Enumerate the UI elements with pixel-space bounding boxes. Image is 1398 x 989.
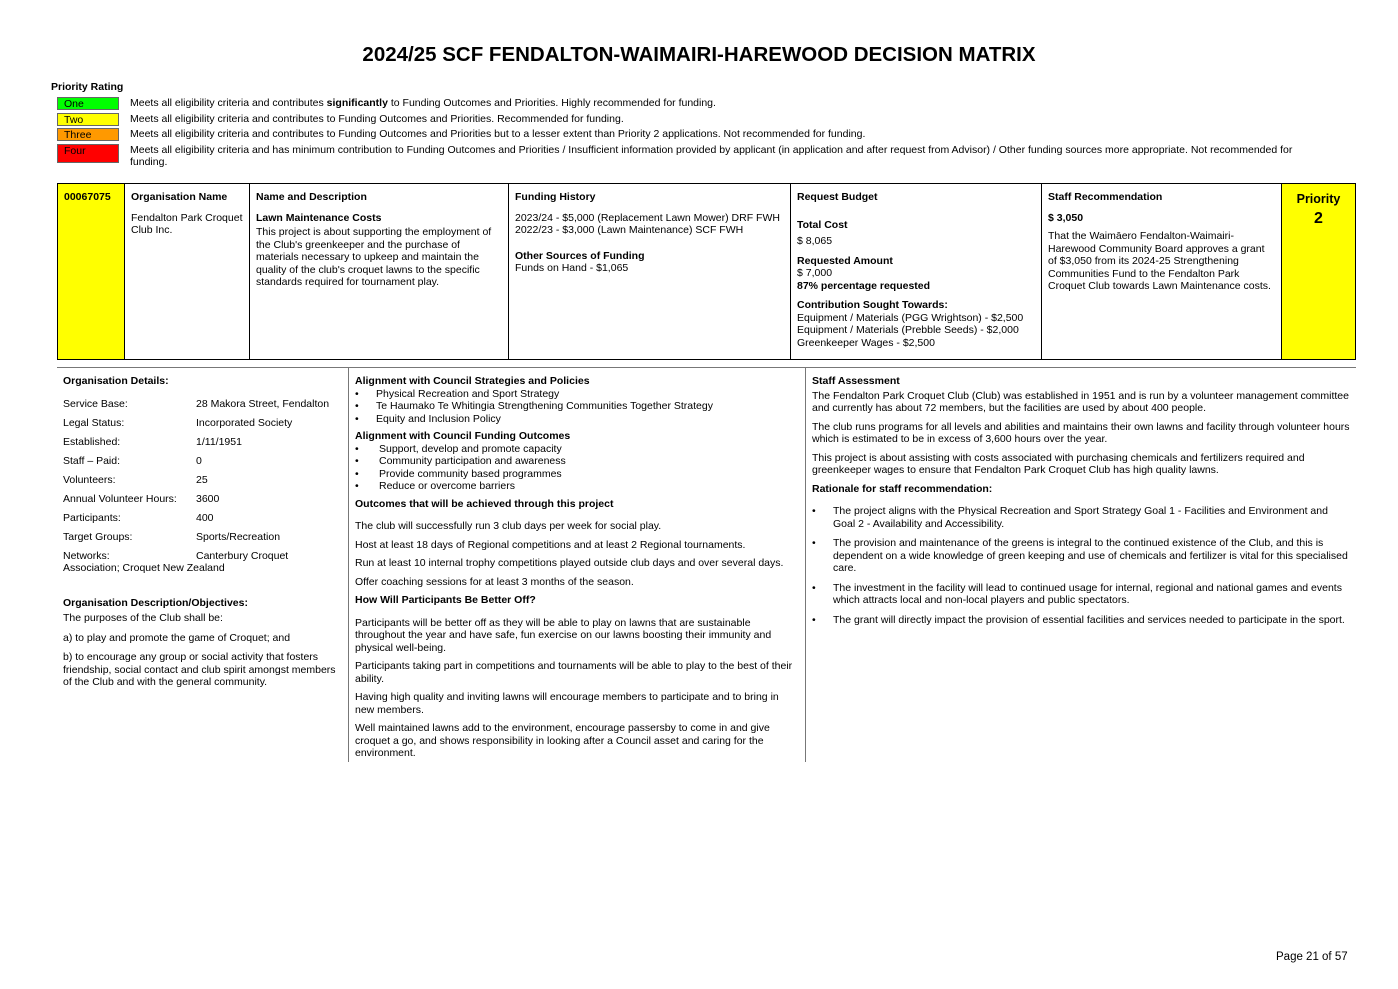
requested-amount-label: Requested Amount — [797, 254, 893, 267]
priority-value: 2 — [1314, 209, 1323, 227]
priority-rating-label: Priority Rating — [51, 81, 124, 93]
contribution-item: Equipment / Materials (Prebble Seeds) - $2,000 — [797, 324, 1019, 336]
organisation-details-column — [63, 375, 343, 695]
staff-recommendation-amount: $ 3,050 — [1048, 211, 1084, 224]
org-detail-row: Staff – Paid: 0 — [63, 454, 202, 467]
funding-history-item: 2023/24 - $5,000 (Replacement Lawn Mower) DRF FWH — [515, 211, 780, 224]
request-budget-header: Request Budget — [797, 191, 878, 203]
list-item: • The provision and maintenance of the greens is integral to the continued existence of the Club, and this is dependent on a wide knowledge of green keeping and use of chemicals and fertilizer is vital for this specialised care. — [812, 537, 1352, 575]
org-name-cell — [125, 184, 250, 359]
section-divider — [57, 367, 1356, 368]
column-divider — [348, 368, 349, 762]
application-id: 00067075 — [64, 191, 111, 203]
staff-recommendation-cell — [1042, 184, 1282, 359]
list-item: • Community participation and awareness — [355, 455, 800, 468]
priority-swatch-three: Three — [57, 128, 119, 141]
priority-desc-three: Meets all eligibility criteria and contributes to Funding Outcomes and Priorities but to a lesser extent than Priority 2 applications. Not recommended for funding. — [130, 128, 866, 140]
org-description-para: a) to play and promote the game of Croquet; and — [63, 631, 291, 644]
total-cost-label: Total Cost — [797, 218, 848, 231]
list-item: • The project aligns with the Physical Recreation and Sport Strategy Goal 1 - Facilities and Environment and Goal 2 - Availability and Accessibility. — [812, 505, 1352, 530]
funding-outcomes-list — [355, 443, 800, 493]
org-detail-row: Participants: 400 — [63, 511, 214, 524]
page-number: Page 21 of 57 — [1276, 951, 1348, 963]
outcome-para: Run at least 10 internal trophy competitions played outside club days and over several days. — [355, 557, 784, 569]
org-description-para: b) to encourage any group or social activity that fosters friendship, social contact and club spirit amongst members of the Club and with the general community. — [63, 651, 336, 688]
list-item: • Reduce or overcome barriers — [355, 480, 800, 493]
priority-swatch-one: One — [57, 97, 119, 110]
priority-swatch-four: Four — [57, 144, 119, 163]
staff-assessment-column — [812, 375, 1352, 633]
total-cost: $ 8,065 — [797, 235, 833, 247]
assessment-para: The Fendalton Park Croquet Club (Club) was established in 1951 and is run by a volunteer management committee and currently has about 72 members, but the facilities are used by about 400 people. — [812, 389, 1349, 414]
project-name: Lawn Maintenance Costs — [256, 211, 382, 224]
contribution-header: Contribution Sought Towards: — [797, 299, 948, 311]
list-item: • The investment in the facility will lead to continued usage for internal, regional and national games and events which attracts local and non-local players and public spectators. — [812, 582, 1352, 607]
funding-history-header: Funding History — [515, 191, 596, 203]
assessment-para: This project is about assisting with costs associated with purchasing chemicals and fertilizers required and greenkeeper wages to ensure that Fendalton Park Croquet Club has high quality lawns. — [812, 451, 1305, 476]
alignment-column — [355, 375, 800, 766]
outcome-para: Host at least 18 days of Regional competitions and at least 2 Regional tournaments. — [355, 538, 746, 551]
page-title: 2024/25 SCF FENDALTON-WAIMAIRI-HAREWOOD DECISION MATRIX — [362, 43, 1036, 66]
other-sources: Funds on Hand - $1,065 — [515, 262, 629, 274]
strategies-list — [355, 388, 800, 426]
better-off-para: Participants taking part in competitions and tournaments will be able to play to the best of their ability. — [355, 660, 793, 685]
org-details-header: Organisation Details: — [63, 375, 169, 387]
outcome-para: Offer coaching sessions for at least 3 months of the season. — [355, 575, 634, 588]
org-detail-row: Service Base: 28 Makora Street, Fendalton — [63, 397, 330, 410]
list-item: • Equity and Inclusion Policy — [355, 413, 800, 426]
list-item: • Te Haumako Te Whitingia Strengthening Communities Together Strategy — [355, 400, 800, 413]
org-detail-row: Volunteers: 25 — [63, 473, 208, 486]
list-item: • The grant will directly impact the provision of essential facilities and services needed to participate in the sport. — [812, 614, 1352, 627]
org-description-para: The purposes of the Club shall be: — [63, 612, 223, 624]
org-detail-networks: Networks: Canterbury Croquet Association; Croquet New Zealand — [63, 549, 289, 574]
list-item: • Provide community based programmes — [355, 468, 800, 481]
funding-history-item: 2022/23 - $3,000 (Lawn Maintenance) SCF FWH — [515, 224, 744, 236]
priority-legend — [57, 97, 1317, 171]
better-off-para: Participants will be better off as they will be able to play on lawns that are sustainable throughout the year and have safe, fun exercise on our lawns boosting their immunity and physical well-being. — [355, 616, 772, 654]
org-name-header: Organisation Name — [131, 191, 228, 203]
priority-legend-row-three — [57, 128, 1317, 141]
org-description-header: Organisation Description/Objectives: — [63, 596, 248, 609]
priority-header: Priority — [1296, 192, 1341, 206]
project-description: This project is about supporting the employment of the Club's greenkeeper and the purchase of materials necessary to upkeep and maintain the quality of the club's croquet lawns to the specific standards required for tournament play. — [256, 226, 492, 288]
org-detail-row: Legal Status: Incorporated Society — [63, 416, 293, 429]
rationale-header: Rationale for staff recommendation: — [812, 482, 993, 495]
staff-recommendation-header: Staff Recommendation — [1048, 191, 1163, 203]
funding-outcomes-header: Alignment with Council Funding Outcomes — [355, 430, 571, 442]
list-item: • Physical Recreation and Sport Strategy — [355, 388, 800, 401]
staff-assessment-header: Staff Assessment — [812, 375, 900, 387]
org-name: Fendalton Park Croquet Club Inc. — [131, 211, 243, 236]
other-sources-header: Other Sources of Funding — [515, 249, 645, 262]
name-description-cell — [250, 184, 509, 359]
outcome-para: The club will successfully run 3 club days per week for social play. — [355, 520, 662, 532]
org-detail-row: Annual Volunteer Hours: 3600 — [63, 492, 220, 505]
application-id-cell — [58, 184, 125, 359]
priority-legend-row-two — [57, 113, 1317, 126]
outcomes-achieved-header: Outcomes that will be achieved through this project — [355, 497, 614, 510]
list-item: • Support, develop and promote capacity — [355, 443, 800, 456]
priority-desc-one: Meets all eligibility criteria and contributes significantly to Funding Outcomes and Priorities. Highly recommended for funding. — [130, 97, 716, 109]
funding-history-cell — [509, 184, 791, 359]
column-divider — [805, 368, 806, 762]
better-off-para: Having high quality and inviting lawns will encourage members to participate and to bring in new members. — [355, 691, 779, 716]
better-off-header: How Will Participants Be Better Off? — [355, 594, 536, 606]
priority-desc-two: Meets all eligibility criteria and contributes to Funding Outcomes and Priorities. Recommended for funding. — [130, 112, 624, 125]
priority-legend-row-four — [57, 144, 1317, 169]
priority-swatch-two: Two — [57, 113, 119, 126]
priority-desc-four: Meets all eligibility criteria and has minimum contribution to Funding Outcomes and Priorities / Insufficient information provided by applicant (in application and after request from Advisor) / Other funding sources more appropriate. Not recommended for funding. — [130, 143, 1293, 168]
priority-cell — [1282, 184, 1355, 359]
better-off-para: Well maintained lawns add to the environment, encourage passersby to come in and give croquet a go, and shows responsibility in looking after a Council asset and caring for the environment. — [355, 722, 770, 759]
contribution-item: Greenkeeper Wages - $2,500 — [797, 336, 935, 349]
request-budget-cell — [791, 184, 1042, 359]
assessment-para: The club runs programs for all levels and abilities and maintains their own lawns and facility through volunteer hours which is estimated to be in excess of 3,600 hours over the year. — [812, 420, 1350, 445]
decision-matrix-row — [57, 183, 1356, 360]
requested-amount: $ 7,000 — [797, 267, 833, 279]
priority-legend-row-one — [57, 97, 1317, 110]
org-detail-row: Target Groups: Sports/Recreation — [63, 530, 281, 543]
rationale-list — [812, 505, 1352, 626]
staff-recommendation-text: That the Waimāero Fendalton-Waimairi-Harewood Community Board approves a grant of $3,050 from its 2024-25 Strengthening Communities Fund to the Fendalton Park Croquet Club towards Lawn Maintenance costs. — [1048, 230, 1271, 292]
percentage-requested: 87% percentage requested — [797, 279, 931, 292]
org-detail-row: Established: 1/11/1951 — [63, 435, 242, 448]
contribution-item: Equipment / Materials (PGG Wrightson) - $2,500 — [797, 311, 1024, 324]
name-description-header: Name and Description — [256, 191, 367, 203]
strategies-header: Alignment with Council Strategies and Policies — [355, 375, 590, 387]
